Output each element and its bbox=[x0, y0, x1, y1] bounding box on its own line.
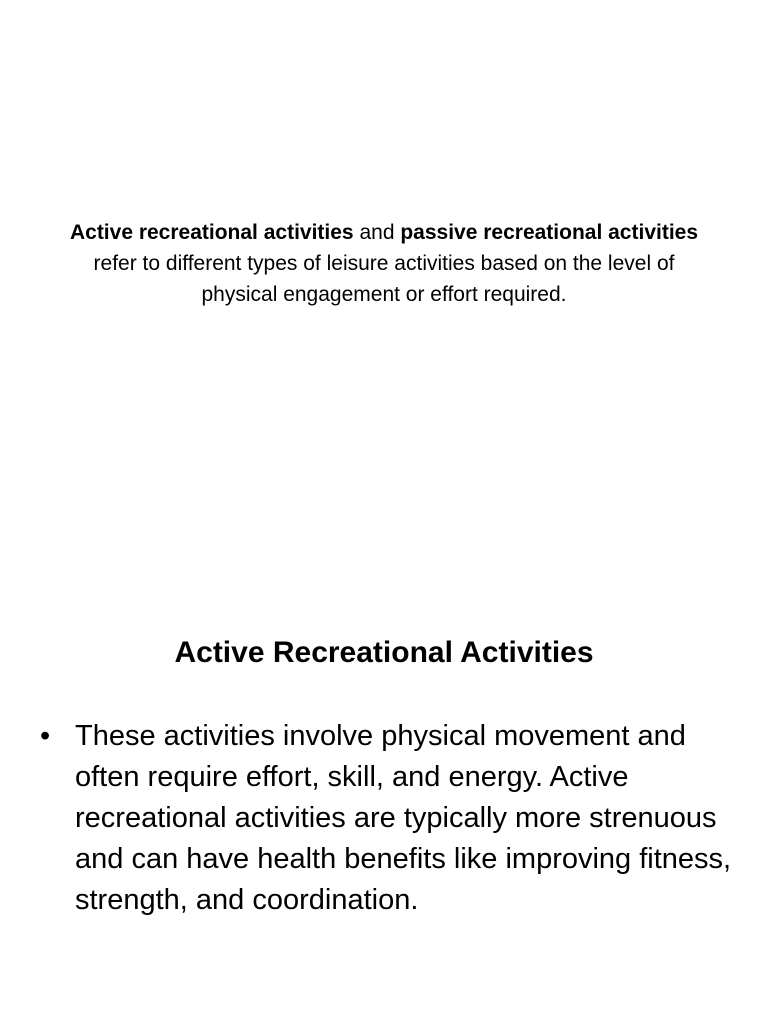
intro-connector: and bbox=[353, 221, 401, 244]
intro-paragraph bbox=[60, 217, 708, 310]
term-active: Active recreational activities bbox=[69, 221, 354, 244]
bullet-list bbox=[40, 716, 740, 921]
intro-rest: refer to different types of leisure activities based on the level of physical engagement or effort required. bbox=[93, 252, 675, 306]
bullet-item bbox=[40, 716, 740, 921]
section-title: Active Recreational Activities bbox=[174, 635, 594, 669]
term-passive: passive recreational activities bbox=[400, 221, 699, 244]
bullet-text: These activities involve physical movement and often require effort, skill, and energy. Active recreational activities are typically more strenuous and can have health benefits like improving fitness, strength, and coordination. bbox=[75, 720, 732, 916]
bullet-icon: • bbox=[40, 720, 51, 752]
